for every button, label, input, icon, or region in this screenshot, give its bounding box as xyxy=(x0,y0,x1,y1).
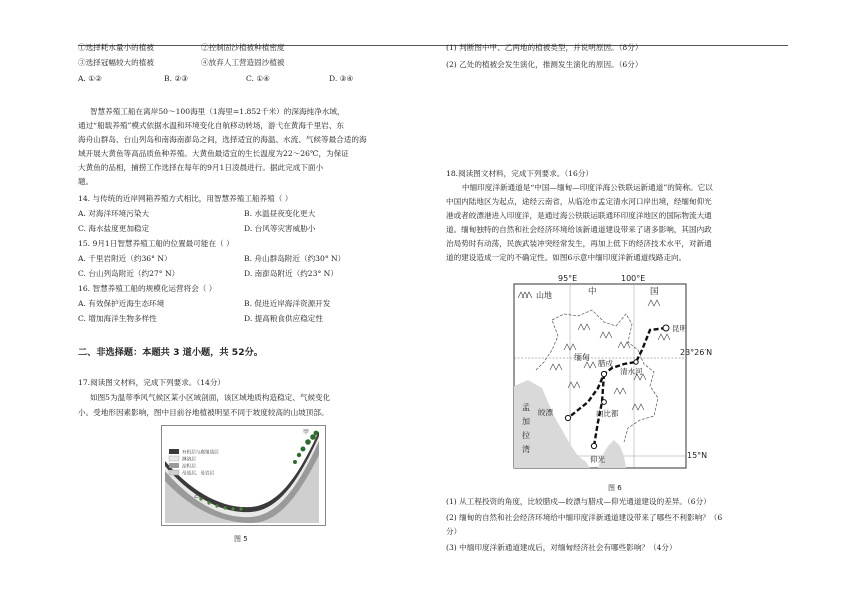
passage-line: 智慧养殖工船在离岸50～100海里（1海里=1.852千米）的深海纯净水域， xyxy=(90,107,345,116)
city-yangon xyxy=(591,443,596,448)
latitude-23: 23°26′N xyxy=(680,348,713,357)
legend-label: 有机层与腐殖质层 xyxy=(182,450,219,456)
q17-stem: 17.阅读图文材料，完成下列要求。（14分） xyxy=(78,378,226,387)
city-kunming xyxy=(663,325,669,331)
q15-option-c: C. 台山列岛附近（约27° N） xyxy=(78,269,180,278)
q18-text-line: 道。缅甸独特的自然和社会经济环境给该新通道建设带来了诸多影响，其国内政 xyxy=(446,225,712,234)
q14-option-b: B. 水温昼夜变化更大 xyxy=(244,209,316,218)
label-guo: 国 xyxy=(650,287,659,297)
q17-text-line: 如图5为温带季风气候区某小区域剖面，该区域地质构造稳定、气候变化 xyxy=(90,393,331,402)
q15-option-d: D. 南澎岛附近（约23° N） xyxy=(244,269,338,278)
q16-stem: 16. 智慧养殖工船的规模化运营将会（ ） xyxy=(78,284,217,293)
bay-char: 湾 xyxy=(522,445,530,454)
q18-text-line: 港或者皎漂港进入印度洋，是通过海公铁联运联通环印度洋地区的国际物流大通 xyxy=(446,211,712,220)
q18-text-line: 中缅印度洋新通道是“中国—缅甸—印度洋海公铁联运新通道”的简称。它以 xyxy=(462,183,713,192)
q14-option-c: C. 海水盐度更加稳定 xyxy=(78,224,150,233)
q15-option-b: B. 舟山群岛附近（约30° N） xyxy=(244,254,346,263)
passage-line: 海舟山群岛、台山列岛和南海南澎岛之间，选择适宜的海温、水流、气候等最合适的海 xyxy=(78,135,367,144)
q13-option-2: ②控制固沙植被种植密度 xyxy=(201,43,285,52)
q16-option-a: A. 有效保护近海生态环境 xyxy=(78,299,165,308)
label-jia: 甲 xyxy=(303,429,310,436)
q16-option-c: C. 增加海洋生物多样性 xyxy=(78,314,157,323)
legend-label: 山地 xyxy=(536,291,552,300)
q18-stem: 18.阅读图文材料，完成下列要求。（16分） xyxy=(446,169,594,178)
city-lashio xyxy=(601,371,606,376)
section-title: 二、非选择题：本题共 3 道小题，共 52分。 xyxy=(78,347,263,358)
city-label: 昆明 xyxy=(672,324,687,333)
q18-sub-2-cont: 分） xyxy=(446,527,462,536)
q18-text-line: 治局势时有动荡，民族武装冲突经常发生，再加上低下的经济技术水平，对新通 xyxy=(446,239,712,248)
q18-sub-1: (1) 从工程投资的角度，比较腊戍—皎漂与腊戍—仰光通道建设的差异。（6分） xyxy=(446,497,711,506)
city-label: 内比都 xyxy=(596,409,619,418)
bay-char: 孟 xyxy=(522,403,530,412)
q14-option-d: D. 台风等灾害威胁小 xyxy=(244,224,316,233)
label-zhong: 中 xyxy=(588,287,597,297)
label-yi: 乙 xyxy=(194,493,201,500)
figure-6-caption: 图 6 xyxy=(608,484,622,492)
bay-char: 拉 xyxy=(522,431,530,440)
city-label: 腊戍 xyxy=(598,359,613,368)
figure-5-caption: 图 5 xyxy=(234,535,248,543)
city-label: 仰光 xyxy=(590,455,605,464)
q15-stem: 15. 9月1日智慧养殖工船的位置最可能在（ ） xyxy=(78,239,234,248)
q13-choice-c: C. ①④ xyxy=(246,74,270,83)
q17-text-line: 小。受地形因素影响，图中目前谷地植被明显不同于坡度较高的山坡顶部。 xyxy=(78,408,329,417)
q18-sub-2: (2) 缅甸的自然和社会经济环境给中缅印度洋新通道建设带来了哪些不利影响？（6 xyxy=(446,513,723,522)
passage-line: 大黄鱼的品相，捕捞工作选择在每年的9月1日凌晨进行。据此完成下面小 xyxy=(78,163,324,172)
q18-sub-3: (3) 中缅印度洋新通道建成后，对缅甸经济社会有哪些影响？（4分） xyxy=(446,543,677,552)
label-myanmar: 缅甸 xyxy=(574,353,590,362)
latitude-15: 15°N xyxy=(687,451,708,460)
q17-sub-1: (1) 判断图中甲、乙两地的植被类型，并说明原因。（8分） xyxy=(446,43,643,52)
q13-choice-d: D. ③④ xyxy=(329,74,354,83)
passage-line: 题。 xyxy=(78,177,94,186)
city-label: 皎漂 xyxy=(538,408,553,417)
q14-stem: 14. 与传统的近岸网箱养殖方式相比，用智慧养殖工船养殖（ ） xyxy=(78,194,293,203)
q13-choice-a: A. ①② xyxy=(78,74,102,83)
longitude-95: 95°E xyxy=(558,274,578,283)
q16-option-d: D. 提高粮食供应稳定性 xyxy=(244,314,323,323)
city-kyaukphyu xyxy=(565,415,570,420)
legend-label: 淋溶层 xyxy=(182,457,196,463)
q15-option-a: A. 千里岩附近（约36° N） xyxy=(78,254,172,263)
passage-line: 域开展大黄鱼等高品质鱼种养殖。大黄鱼最适宜的生长温度为22～26℃，为保证 xyxy=(78,149,349,158)
longitude-100: 100°E xyxy=(621,274,646,283)
city-naypyidaw xyxy=(602,400,607,405)
q13-choice-b: B. ②③ xyxy=(164,74,189,83)
city-label: 清水河 xyxy=(620,367,643,376)
q13-option-1: ①选择耗水量小的植被 xyxy=(78,43,154,52)
q14-option-a: A. 对海洋环境污染大 xyxy=(78,209,150,218)
q18-text-line: 道的建设造成一定的不确定性。如图6示意中缅印度洋新通道线路走向。 xyxy=(446,253,687,262)
q16-option-b: B. 促进近岸海洋资源开发 xyxy=(244,299,331,308)
q13-option-3: ③选择冠幅较大的植被 xyxy=(78,58,154,67)
bay-char: 加 xyxy=(522,417,530,426)
figure-6-route-map xyxy=(508,270,713,480)
q17-sub-2: (2) 乙处的植被会发生演化，推测发生演化的原因。（6分） xyxy=(446,60,643,69)
legend-label: 母质层、母岩层 xyxy=(182,471,215,477)
header-rule xyxy=(78,45,788,46)
figure-5-soil-profile xyxy=(161,425,326,526)
legend-label: 淀积层 xyxy=(182,464,196,470)
city-qingshuihe xyxy=(634,360,638,364)
passage-line: 通过“船载养殖”模式依据水温和环境变化自航移动转场，游弋在黄海千里岩、东 xyxy=(78,121,344,130)
q18-text-line: 中国内陆地区为起点，途经云南省，从临沧市孟定清水河口岸出境，经缅甸仰光 xyxy=(446,197,712,206)
q13-option-4: ④放弃人工营造固沙植被 xyxy=(201,58,285,67)
